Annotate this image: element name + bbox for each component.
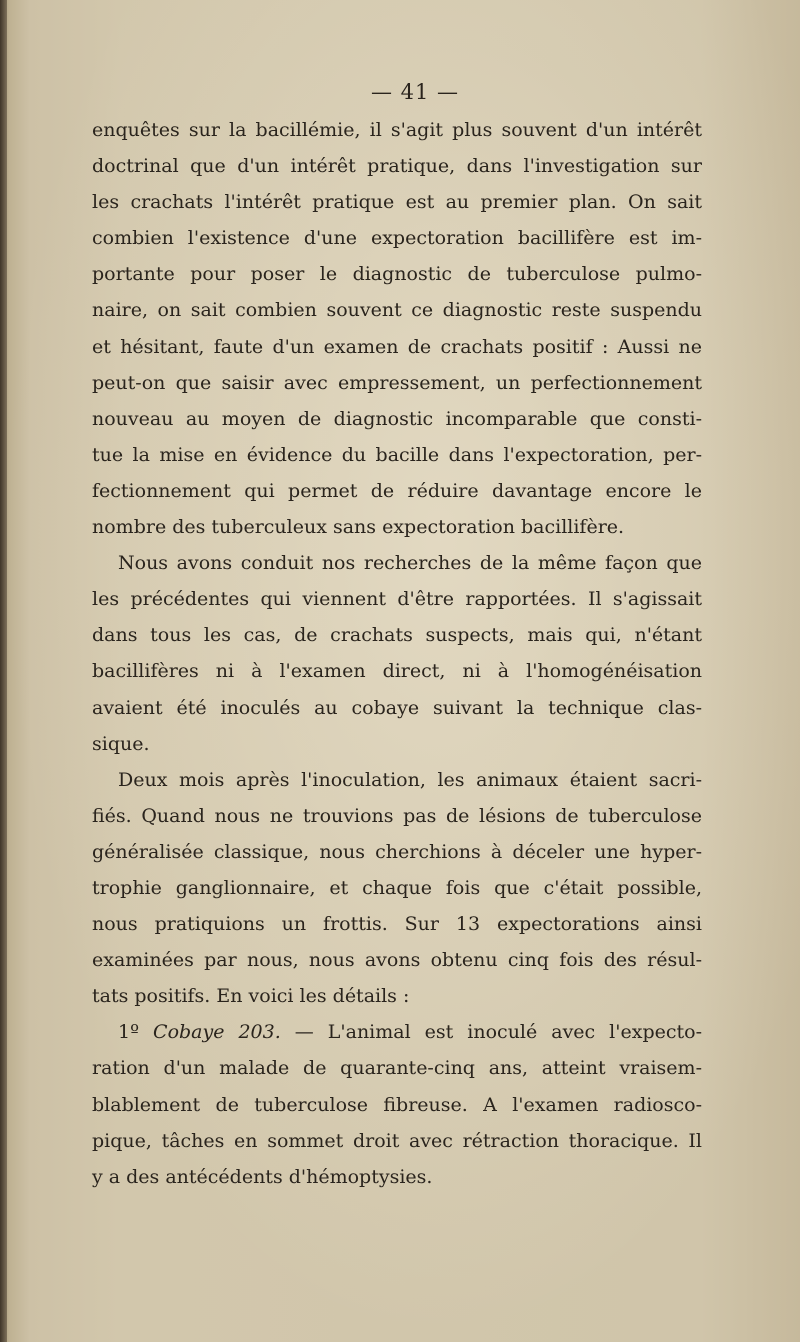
text-line: sique. <box>92 732 150 755</box>
text-line: tue la mise en évidence du bacille dans l'expectoration, per- <box>92 443 702 466</box>
text-line: peut-on que saisir avec empressement, un perfectionnement <box>92 371 702 394</box>
text-line: nombre des tuberculeux sans expectoration bacillifère. <box>92 516 625 539</box>
case-title: Cobaye 203. <box>153 1021 281 1044</box>
text-line: nous pratiquions un frottis. Sur 13 expectorations ainsi <box>92 913 702 936</box>
text-line: combien l'existence d'une expectoration bacillifère est im- <box>92 227 702 250</box>
text-line: bacillifères ni à l'examen direct, ni à l'homogénéisation <box>92 660 702 683</box>
text-line: fectionnement qui permet de réduire davantage encore le <box>92 479 702 502</box>
text-line: examinées par nous, nous avons obtenu cinq fois des résul- <box>92 949 702 972</box>
case-text: — L'animal est inoculé avec l'expecto- <box>294 1021 702 1044</box>
page-number: — 41 — <box>370 80 460 104</box>
text-line: enquêtes sur la bacillémie, il s'agit plus souvent d'un intérêt <box>92 119 702 141</box>
text-line: Nous avons conduit nos recherches de la même façon que <box>118 552 702 575</box>
text-line: trophie ganglionnaire, et chaque fois que c'était possible, <box>92 876 702 899</box>
text-line: généralisée classique, nous cherchions à déceler une hyper- <box>92 840 702 863</box>
text-line: les précédentes qui viennent d'être rapportées. Il s'agissait <box>92 588 702 611</box>
text-line: les crachats l'intérêt pratique est au premier plan. On sait <box>92 191 702 214</box>
text-line: y a des antécédents d'hémoptysies. <box>92 1165 433 1188</box>
page-spine-shadow <box>0 0 7 1342</box>
case-number: 1º <box>118 1021 140 1044</box>
text-line: nouveau au moyen de diagnostic incomparable que consti- <box>92 407 702 430</box>
case-heading-line <box>92 1014 702 1050</box>
text-line: ration d'un malade de quarante-cinq ans, atteint vraisem- <box>92 1057 702 1080</box>
text-line: fiés. Quand nous ne trouvions pas de lésions de tuberculose <box>92 804 702 827</box>
text-line: Deux mois après l'inoculation, les animaux étaient sacri- <box>118 768 702 791</box>
text-line: avaient été inoculés au cobaye suivant la technique clas- <box>92 696 702 719</box>
text-line: naire, on sait combien souvent ce diagnostic reste suspendu <box>92 299 702 322</box>
text-line: dans tous les cas, de crachats suspects, mais qui, n'étant <box>92 624 702 647</box>
text-line: pique, tâches en sommet droit avec rétraction thoracique. Il <box>92 1129 702 1152</box>
text-block <box>92 72 702 1195</box>
text-line: portante pour poser le diagnostic de tuberculose pulmo- <box>92 263 702 286</box>
text-line: et hésitant, faute d'un examen de crachats positif : Aussi ne <box>92 335 702 358</box>
text-line: doctrinal que d'un intérêt pratique, dans l'investigation sur <box>92 155 702 178</box>
text-line: blablement de tuberculose fibreuse. A l'examen radiosco- <box>92 1093 702 1116</box>
text-line: tats positifs. En voici les détails : <box>92 985 410 1008</box>
